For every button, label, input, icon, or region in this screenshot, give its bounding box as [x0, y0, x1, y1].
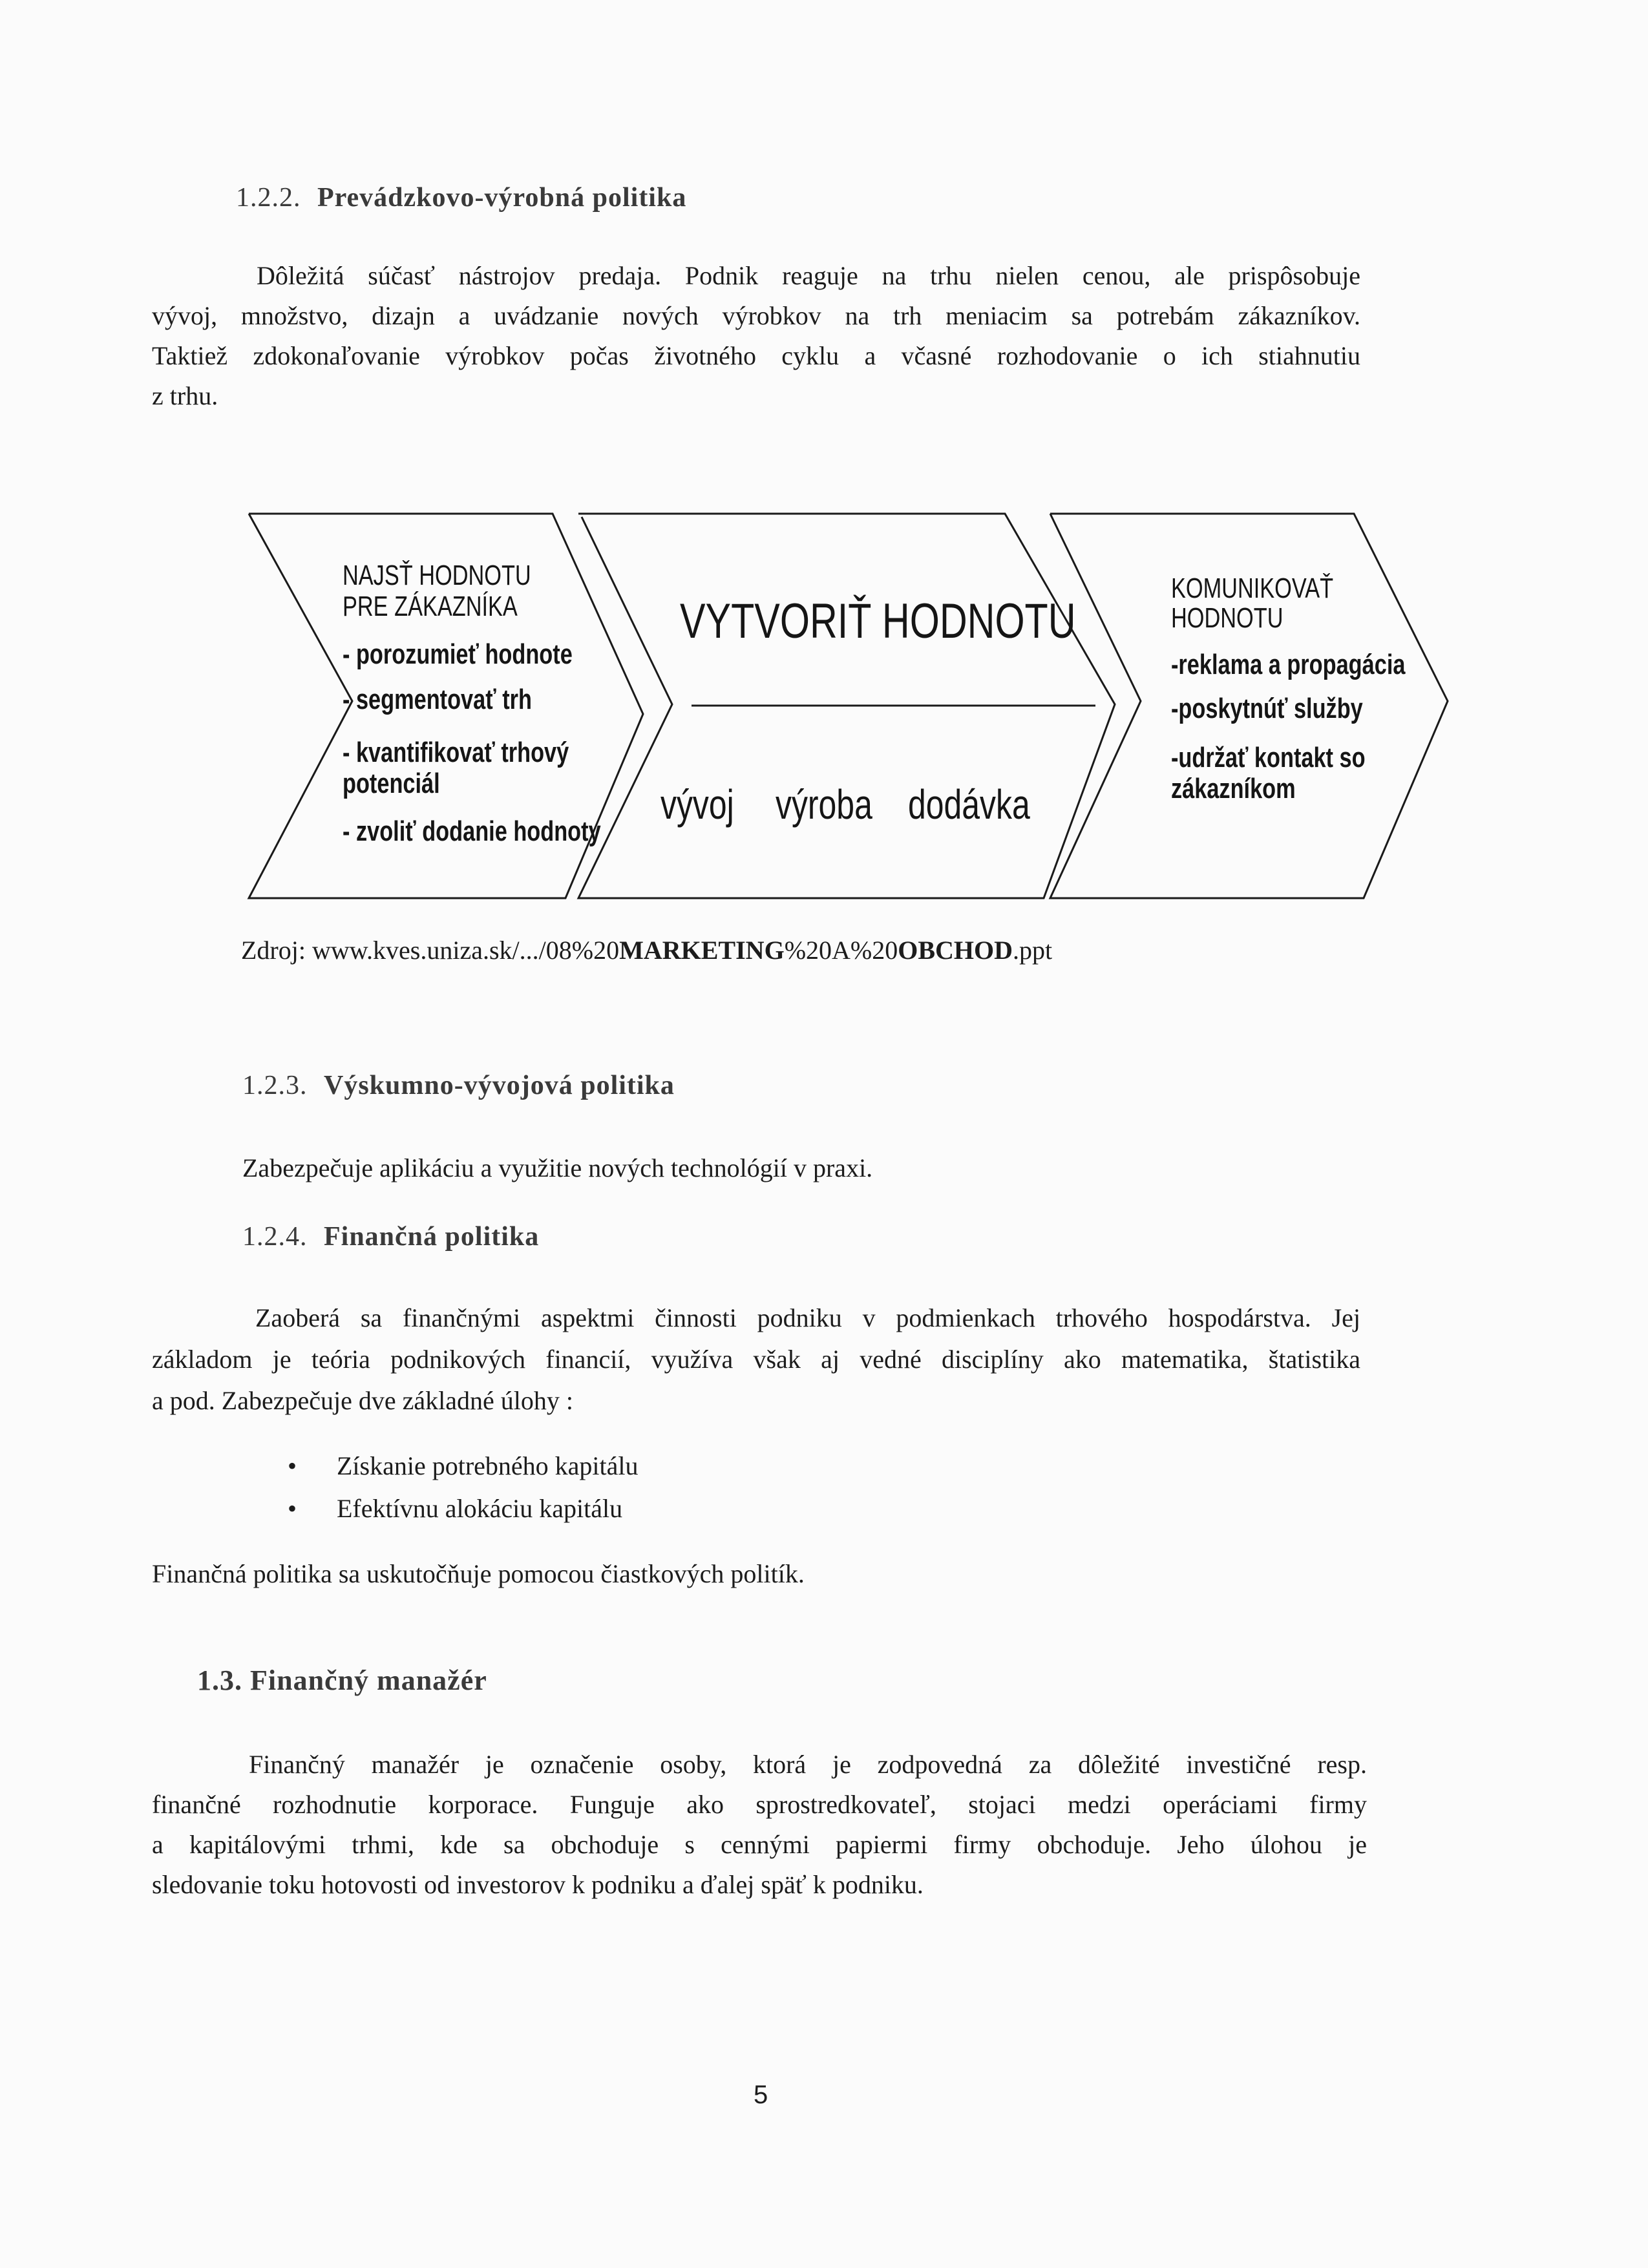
section-heading-1-2-3 — [242, 1070, 675, 1101]
middle-block-step-vyroba: výroba — [776, 781, 872, 828]
text-line: Taktiež zdokonaľovanie výrobkov počas životného cyklu a včasné rozhodovanie o ich stiahnutiu — [152, 341, 1360, 370]
left-block-item: - segmentovať trh — [343, 684, 532, 715]
text-line: Finančný manažér je označenie osoby, ktorá je zodpovedná za dôležité investičné resp. — [249, 1750, 1367, 1779]
text-line: sledovanie toku hotovosti od investorov k podniku a ďalej späť k podniku. — [152, 1870, 924, 1899]
text-line: vývoj, množstvo, dizajn a uvádzanie nových výrobkov na trh meniacim sa potrebám zákazníkov. — [152, 301, 1360, 330]
text-line: základom je teória podnikových financií, využíva však aj vedné disciplíny ako matematika, štatistika — [152, 1345, 1360, 1374]
source-bold-marketing: MARKETING — [619, 936, 785, 965]
text-line: a pod. Zabezpečuje dve základné úlohy : — [152, 1386, 573, 1415]
section-number: 1.2.4. — [242, 1222, 308, 1252]
left-block-item: - zvoliť dodanie hodnoty — [343, 815, 601, 847]
text-line: finančné rozhodnutie korporace. Funguje ako sprostredkovateľ, stojaci medzi operáciami firmy — [152, 1790, 1367, 1819]
arrow-shape-right — [1050, 514, 1448, 898]
section-heading-1-3: 1.3. Finančný manažér — [197, 1664, 487, 1696]
source-prefix: Zdroj: www.kves.uniza.sk/.../08%20 — [241, 936, 620, 965]
bullet-icon: • — [288, 1451, 297, 1480]
source-bold-obchod: OBCHOD — [898, 936, 1013, 965]
right-block-item: zákazníkom — [1171, 773, 1296, 804]
arrow-shape-left — [249, 514, 643, 898]
section-heading-1-2-2 — [236, 182, 686, 213]
middle-block-title: VYTVORIŤ HODNOTU — [680, 594, 1076, 649]
bullet-list — [288, 1445, 639, 1530]
left-block-item: - porozumieť hodnote — [343, 638, 573, 670]
right-block-item: -poskytnúť služby — [1171, 693, 1363, 724]
text-line: Dôležitá súčasť nástrojov predaja. Podnik reaguje na trhu nielen cenou, ale prispôsobuje — [257, 261, 1360, 290]
paragraph-financna-closing: Finančná politika sa uskutočňuje pomocou čiastkových politík. — [152, 1559, 805, 1588]
right-block-item: -udržať kontakt so — [1171, 742, 1366, 773]
section-number: 1.2.2. — [236, 183, 301, 213]
right-block-title-2: HODNOTU — [1171, 602, 1284, 634]
right-block-title-1: KOMUNIKOVAŤ — [1171, 572, 1334, 604]
section-title: Výskumno-vývojová politika — [324, 1071, 675, 1100]
paragraph-financny-manazer — [152, 1745, 1367, 1905]
section-heading-1-2-4 — [242, 1221, 539, 1252]
arrow-shape-middle — [578, 514, 1115, 898]
middle-block-step-vyvoj: vývoj — [660, 781, 734, 828]
text-line: Zaoberá sa finančnými aspektmi činnosti podniku v podmienkach trhového hospodárstva. Jej — [255, 1303, 1360, 1332]
list-item — [288, 1487, 639, 1530]
text-line: a kapitálovými trhmi, kde sa obchoduje s cennými papiermi firmy obchoduje. Jeho úlohou je — [152, 1830, 1367, 1859]
section-title: Prevádzkovo-výrobná politika — [317, 183, 687, 213]
source-suffix: .ppt — [1013, 936, 1053, 965]
list-item — [288, 1445, 639, 1487]
left-block-title-2: PRE ZÁKAZNÍKA — [343, 591, 518, 622]
section-number: 1.2.3. — [242, 1071, 308, 1100]
bullet-icon: • — [288, 1494, 297, 1523]
left-block-item: - kvantifikovať trhový — [343, 737, 569, 768]
left-block-title-1: NAJSŤ HODNOTU — [343, 560, 531, 591]
paragraph-prevadzkovo — [152, 256, 1360, 416]
source-mid: %20A%20 — [784, 936, 898, 965]
section-title: Finančná politika — [324, 1222, 540, 1252]
middle-block-step-dodavka: dodávka — [908, 781, 1030, 828]
source-citation — [241, 935, 1052, 965]
right-block-item: -reklama a propagácia — [1171, 649, 1406, 680]
list-item-text: Získanie potrebného kapitálu — [337, 1451, 639, 1480]
paragraph-financna — [152, 1297, 1360, 1422]
page-number: 5 — [754, 2081, 768, 2109]
list-item-text: Efektívnu alokáciu kapitálu — [337, 1494, 623, 1523]
paragraph-vyskumno: Zabezpečuje aplikáciu a využitie nových technológií v praxi. — [242, 1153, 873, 1182]
text-line: z trhu. — [152, 381, 218, 410]
left-block-item: potenciál — [343, 768, 440, 799]
